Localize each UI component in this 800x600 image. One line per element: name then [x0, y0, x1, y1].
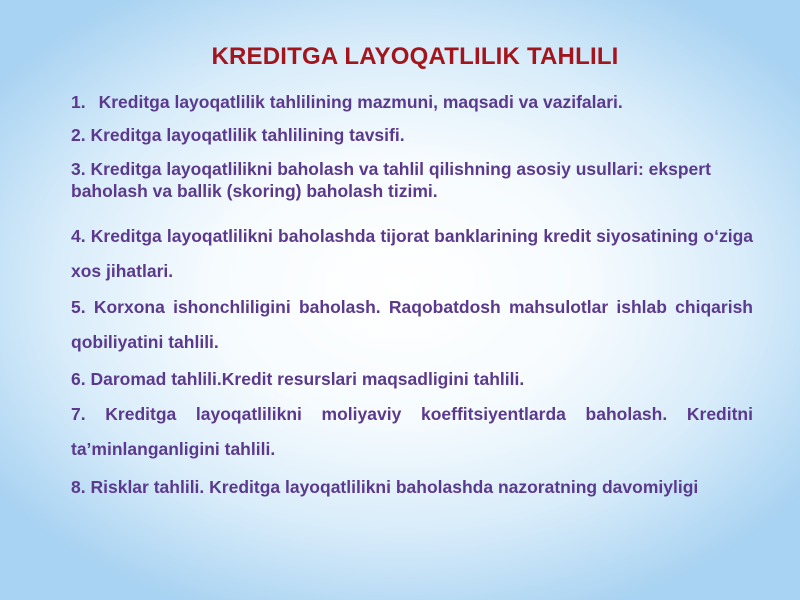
- agenda-item-text: Kreditga layoqatlilikni baholashda tijorat banklarining kredit siyosatining o‘ziga xos jihatlari.: [71, 226, 753, 281]
- agenda-item-6: [71, 362, 753, 397]
- agenda-item-number: 4.: [71, 226, 86, 246]
- agenda-item-text: Kreditga layoqatlilikni baholash va tahlil qilishning asosiy usullari: ekspert baholash va ballik (skoring) baholash tizimi.: [71, 159, 711, 201]
- agenda-item-text: Kreditga layoqatlilik tahlilining mazmuni, maqsadi va vazifalari.: [98, 92, 623, 112]
- agenda-item-8: [71, 470, 753, 505]
- agenda-item-number: 7.: [71, 404, 86, 424]
- agenda-item-number: 3.: [71, 159, 86, 179]
- agenda-item-number: 5.: [71, 297, 86, 317]
- agenda-item-5: [71, 290, 753, 360]
- agenda-item-text: Kreditga layoqatlilik tahlilining tavsifi.: [90, 125, 405, 145]
- agenda-item-number: 2.: [71, 125, 86, 145]
- agenda-item-text: Daromad tahlili.Kredit resurslari maqsadligini tahlili.: [90, 369, 525, 389]
- agenda-item-text: Risklar tahlili. Kreditga layoqatlilikni baholashda nazoratning davomiyligi: [90, 477, 699, 497]
- agenda-item-number: 6.: [71, 369, 86, 389]
- agenda-item-2: [71, 124, 753, 146]
- agenda-item-1: [71, 91, 753, 113]
- agenda-item-number: 8.: [71, 477, 86, 497]
- agenda-item-3: [71, 158, 753, 202]
- agenda-item-number: 1.: [71, 92, 86, 112]
- agenda-item-4: [71, 219, 753, 289]
- agenda-item-text: Kreditga layoqatlilikni moliyaviy koeffitsiyentlarda baholash. Kreditni ta’minlanganligini tahlili.: [71, 404, 753, 459]
- slide-title: KREDITGA LAYOQATLILIK TAHLILI: [211, 43, 619, 70]
- agenda-item-text: Korxona ishonchliligini baholash. Raqobatdosh mahsulotlar ishlab chiqarish qobiliyatini tahlili.: [71, 297, 753, 352]
- agenda-item-7: [71, 397, 753, 467]
